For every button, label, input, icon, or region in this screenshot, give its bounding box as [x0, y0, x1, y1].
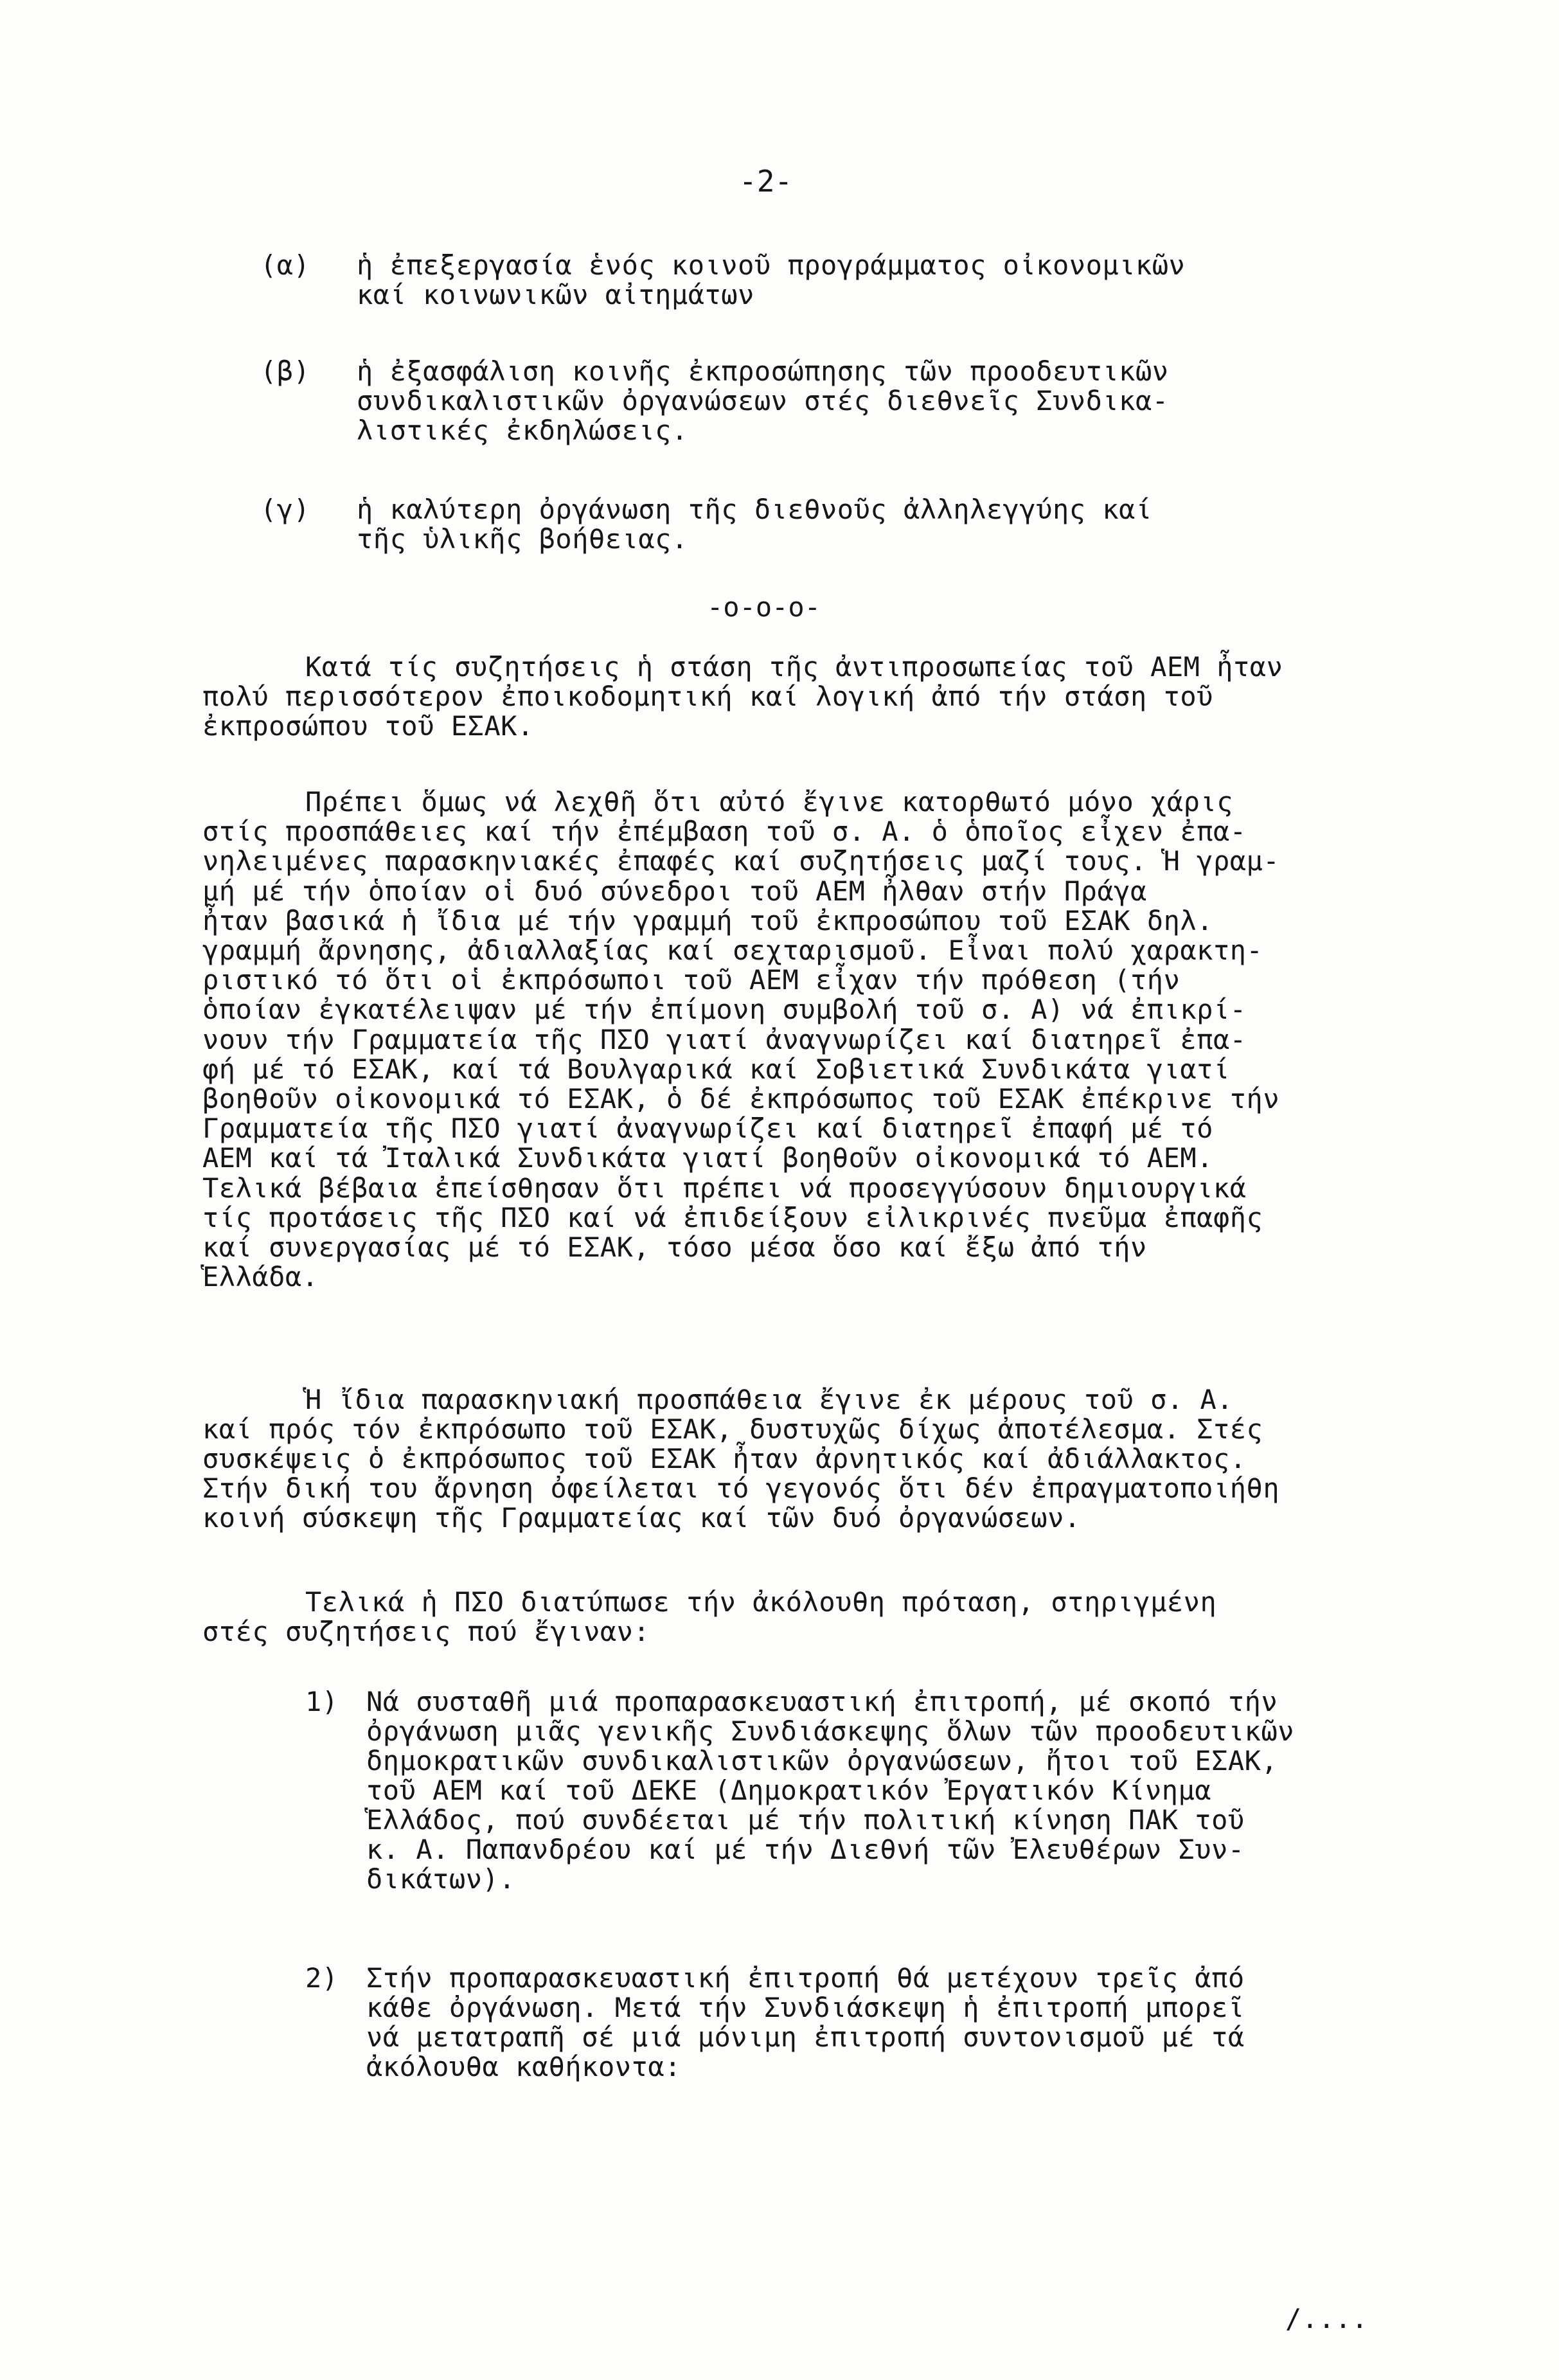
- paragraph-line: γραμμή ἄρνησης, ἀδιαλλαξίας καί σεχταρισμοῦ. Εἶναι πολύ χαρακτη-: [202, 935, 1263, 966]
- paragraph-line: Τελικά βέβαια ἐπείσθησαν ὅτι πρέπει νά προσεγγύσουν δημιουργικά: [202, 1172, 1247, 1204]
- list-marker: (α): [260, 249, 310, 281]
- paragraph-line: φή μέ τό ΕΣΑΚ, καί τά Βουλγαρικά καί Σοβιετικά Συνδικάτα γιατί: [202, 1053, 1230, 1085]
- paragraph-line: ριστικό τό ὅτι οἱ ἐκπρόσωποι τοῦ ΑΕΜ εἶχαν τήν πρόθεση (τήν: [202, 964, 1180, 996]
- paragraph-line: τίς προτάσεις τῆς ΠΣΟ καί νά ἐπιδείξουν εἰλικρινές πνεῦμα ἐπαφῆς: [202, 1201, 1263, 1233]
- paragraph-line: ἐκπροσώπου τοῦ ΕΣΑΚ.: [202, 710, 534, 742]
- paragraph-line: καί πρός τόν ἐκπρόσωπο τοῦ ΕΣΑΚ, δυστυχῶς δίχως ἀποτέλεσμα. Στές: [202, 1413, 1263, 1445]
- numbered-item-line: ὀργάνωση μιᾶς γενικῆς Συνδιάσκεψης ὅλων τῶν προοδευτικῶν: [366, 1715, 1295, 1747]
- numbered-item-line: κ. Α. Παπανδρέου καί μέ τήν Διεθνή τῶν Ἐλευθέρων Συν-: [366, 1834, 1245, 1865]
- paragraph-line: κοινή σύσκεψη τῆς Γραμματείας καί τῶν δυό ὀργανώσεων.: [202, 1502, 1081, 1534]
- list-item-line: καί κοινωνικῶν αἰτημάτων: [357, 279, 754, 310]
- numbered-item-line: Νά συσταθῆ μιά προπαρασκευαστική ἐπιτροπή, μέ σκοπό τήν: [366, 1686, 1278, 1717]
- numbered-marker: 2): [305, 1962, 339, 1994]
- list-item-line: λιστικές ἐκδηλώσεις.: [357, 415, 688, 446]
- paragraph-line: Στήν δική του ἄρνηση ὀφείλεται τό γεγονός ὅτι δέν ἐπραγματοποιήθη: [202, 1472, 1280, 1504]
- list-marker: (β): [260, 355, 310, 387]
- paragraph-line: νηλειμένες παρασκηνιακές ἐπαφές καί συζητήσεις μαζί τους. Ἡ γραμ-: [202, 845, 1280, 877]
- paragraph-line: στές συζητήσεις πού ἔγιναν:: [202, 1616, 650, 1647]
- paragraph-line: Ἑλλάδα.: [202, 1261, 319, 1293]
- numbered-item-line: νά μετατραπῆ σέ μιά μόνιμη ἐπιτροπή συντονισμοῦ μέ τά: [366, 2021, 1245, 2053]
- paragraph-line: Τελικά ἡ ΠΣΟ διατύπωσε τήν ἀκόλουθη πρόταση, στηριγμένη: [305, 1586, 1217, 1618]
- numbered-item-line: ἀκόλουθα καθήκοντα:: [366, 2051, 681, 2082]
- numbered-item-line: δικάτων).: [366, 1863, 516, 1895]
- numbered-item-line: τοῦ ΑΕΜ καί τοῦ ΔΕΚΕ (Δημοκρατικόν Ἐργατικόν Κίνημα: [366, 1775, 1212, 1806]
- list-marker: (γ): [260, 494, 310, 525]
- paragraph-line: Ἡ ἴδια παρασκηνιακή προσπάθεια ἔγινε ἐκ μέρους τοῦ σ. Α.: [305, 1384, 1234, 1415]
- numbered-marker: 1): [305, 1686, 339, 1717]
- paragraph-line: βοηθοῦν οἰκονομικά τό ΕΣΑΚ, ὁ δέ ἐκπρόσωπος τοῦ ΕΣΑΚ ἐπέκρινε τήν: [202, 1083, 1280, 1114]
- numbered-item-line: κάθε ὀργάνωση. Μετά τήν Συνδιάσκεψη ἡ ἐπιτροπή μπορεῖ: [366, 1992, 1245, 2023]
- list-item-line: ἡ ἐπεξεργασία ἑνός κοινοῦ προγράμματος οἰκονομικῶν: [357, 249, 1186, 281]
- paragraph-line: ἦταν βασικά ἡ ἴδια μέ τήν γραμμή τοῦ ἐκπροσώπου τοῦ ΕΣΑΚ δηλ.: [202, 904, 1213, 936]
- page-number: -2-: [739, 164, 793, 199]
- list-item-line: ἡ καλύτερη ὀργάνωση τῆς διεθνοῦς ἀλληλεγγύης καί: [357, 494, 1152, 525]
- paragraph-line: καί συνεργασίας μέ τό ΕΣΑΚ, τόσο μέσα ὅσο καί ἔξω ἀπό τήν: [202, 1231, 1147, 1263]
- paragraph-line: Πρέπει ὅμως νά λεχθῆ ὅτι αὐτό ἔγινε κατορθωτό μόνο χάρις: [305, 786, 1234, 818]
- list-item-line: συνδικαλιστικῶν ὀργανώσεων στές διεθνεῖς Συνδικα-: [357, 385, 1169, 416]
- numbered-item-line: Ἑλλάδος, πού συνδέεται μέ τήν πολιτική κίνηση ΠΑΚ τοῦ: [366, 1804, 1245, 1836]
- list-item-line: τῆς ὑλικῆς βοήθειας.: [357, 523, 688, 555]
- paragraph-line: νουν τήν Γραμματεία τῆς ΠΣΟ γιατί ἀναγνωρίζει καί διατηρεῖ ἐπα-: [202, 1023, 1247, 1055]
- paragraph-line: συσκέψεις ὁ ἐκπρόσωπος τοῦ ΕΣΑΚ ἦταν ἀρνητικός καί ἀδιάλλακτος.: [202, 1443, 1247, 1474]
- paragraph-line: ΑΕΜ καί τά Ἰταλικά Συνδικάτα γιατί βοηθοῦν οἰκονομικά τό ΑΕΜ.: [202, 1142, 1213, 1174]
- numbered-item-line: Στήν προπαρασκευαστική ἐπιτροπή θά μετέχουν τρεῖς ἀπό: [366, 1962, 1245, 1994]
- list-item-line: ἡ ἐξασφάλιση κοινῆς ἐκπροσώπησης τῶν προοδευτικῶν: [357, 355, 1169, 387]
- paragraph-line: στίς προσπάθειες καί τήν ἐπέμβαση τοῦ σ. Α. ὁ ὁποῖος εἶχεν ἐπα-: [202, 816, 1247, 848]
- paragraph-line: Γραμματεία τῆς ΠΣΟ γιατί ἀναγνωρίζει καί διατηρεῖ ἐπαφή μέ τό: [202, 1113, 1213, 1145]
- section-separator: -o-o-o-: [707, 591, 821, 623]
- paragraph-line: ὁποίαν ἐγκατέλειψαν μέ τήν ἐπίμονη συμβολή τοῦ σ. Α) νά ἐπικρί-: [202, 994, 1247, 1026]
- paragraph-line: Κατά τίς συζητήσεις ἡ στάση τῆς ἀντιπροσωπείας τοῦ ΑΕΜ ἦταν: [305, 651, 1283, 683]
- paragraph-line: πολύ περισσότερον ἐποικοδομητική καί λογική ἀπό τήν στάση τοῦ: [202, 681, 1213, 712]
- numbered-item-line: δημοκρατικῶν συνδικαλιστικῶν ὀργανώσεων, ἤτοι τοῦ ΕΣΑΚ,: [366, 1745, 1278, 1776]
- continuation-mark: /....: [1285, 2303, 1368, 2334]
- paragraph-line: μή μέ τήν ὁποίαν οἱ δυό σύνεδροι τοῦ ΑΕΜ ἦλθαν στήν Πράγα: [202, 875, 1147, 907]
